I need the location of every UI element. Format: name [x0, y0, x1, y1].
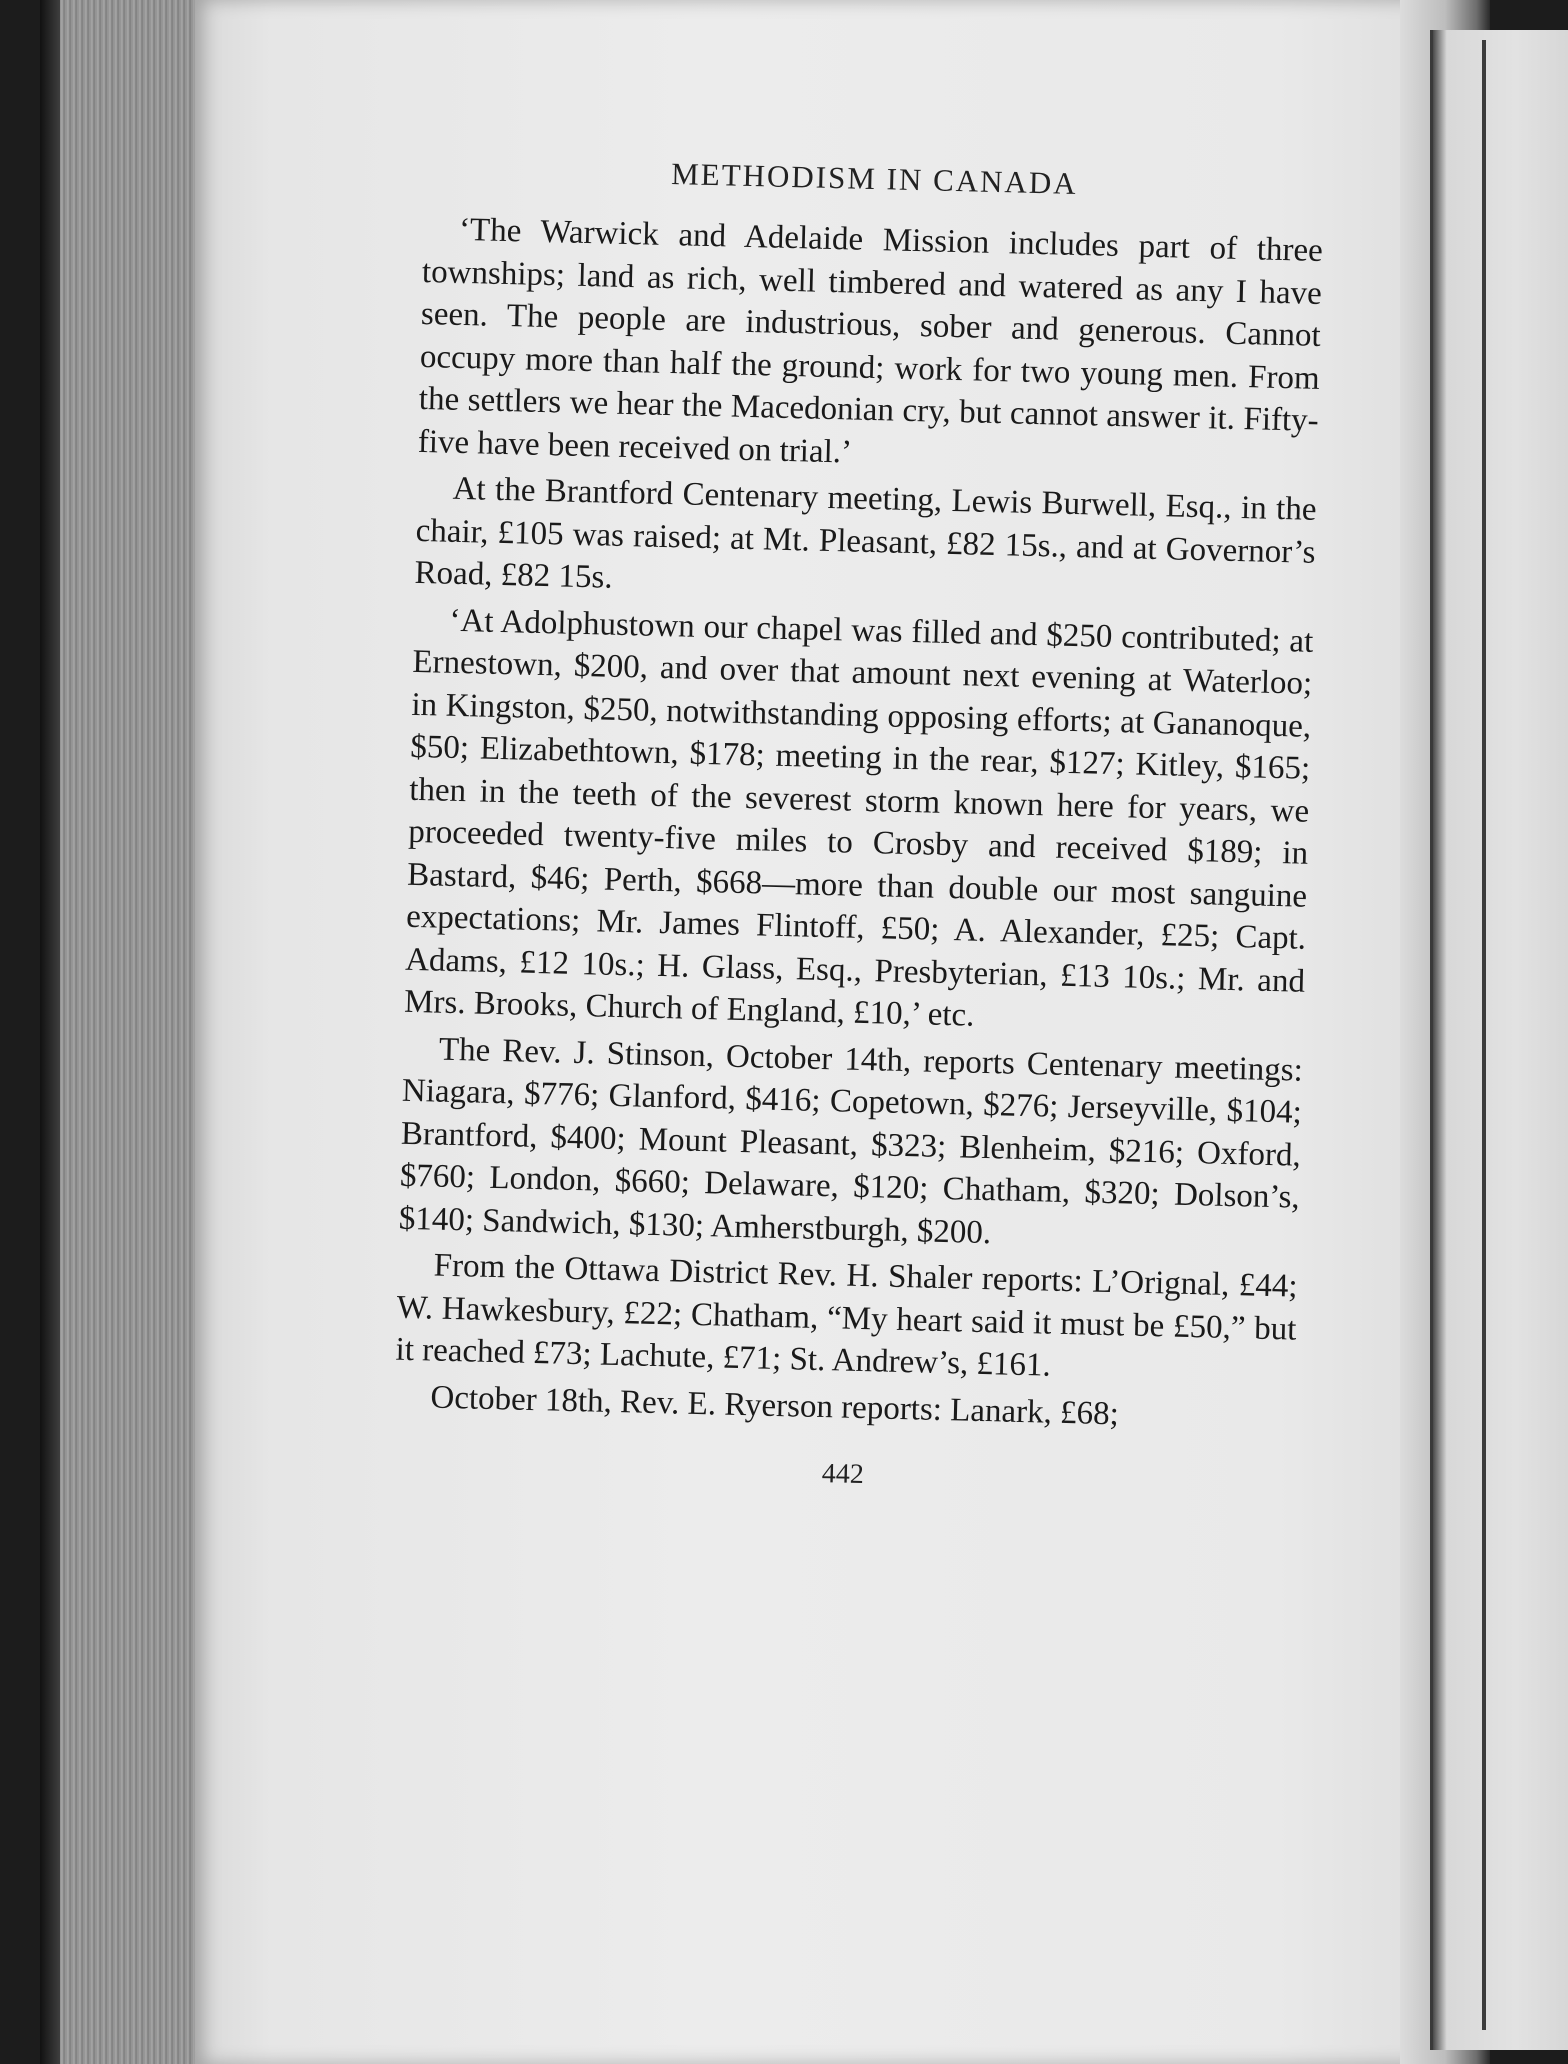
- paragraph: ‘At Adolphustown our chapel was filled and $250 contributed; at Ernestown, $200, and over that amount next evening at Waterloo; in Kingston, $250, notwithstanding opposing efforts; at Gananoque, $50; Elizabethtown, $178; meeting in the rear, $127; Kitley, $165; then in the teeth of the severest storm known here for years, we proceeded twenty-five miles to Crosby and received $189; in Bastard, $46; Perth, $668—more than double our most sanguine expectations; Mr. James Flintoff, £50; A. Alexander, £25; Capt. Adams, £12 10s.; H. Glass, Esq., Presbyterian, £13 10s.; Mr. and Mrs. Brooks, Church of England, £10,’ etc.: [403, 602, 1314, 1034]
- paragraph: The Rev. J. Stinson, October 14th, reports Centenary meetings: Niagara, $776; Glanford, $416; Copetown, $276; Jerseyville, $104; Brantford, $400; Mount Pleasant, $323; Blenheim, $216; Oxford, $760; London, $660; Delaware, $120; Chatham, $320; Dolson’s, $140; Sandwich, $130; Amherstburgh, $200.: [398, 1031, 1304, 1251]
- paragraph: From the Ottawa District Rev. H. Shaler reports: L’Orignal, £44; W. Hawkesbury, £22; Chatham, “My heart said it must be £50,” but it reached £73; Lachute, £71; St. Andrew’s, £161.: [395, 1247, 1298, 1384]
- facing-page-edge: [1482, 40, 1486, 2030]
- page-text-block: [393, 150, 1325, 1502]
- facing-page: [1430, 30, 1568, 2050]
- paragraph: At the Brantford Centenary meeting, Lewis Burwell, Esq., in the chair, £105 was raised; at Mt. Pleasant, £82 15s., and at Governor’s Road, £82 15s.: [414, 470, 1317, 596]
- page-number: 442: [821, 1458, 865, 1491]
- paragraph: ‘The Warwick and Adelaide Mission includes part of three townships; land as rich, well timbered and watered as any I have seen. The people are industrious, sober and generous. Cannot occupy more than half the ground; work for two young men. From the settlers we hear the Macedonian cry, but cannot answer it. Fifty-five have been received on trial.’: [417, 211, 1324, 471]
- page-edge-stack: [60, 0, 203, 2064]
- running-head: METHODISM IN CANADA: [670, 156, 1079, 201]
- paragraph: October 18th, Rev. E. Ryerson reports: Lanark, £68;: [430, 1379, 1120, 1432]
